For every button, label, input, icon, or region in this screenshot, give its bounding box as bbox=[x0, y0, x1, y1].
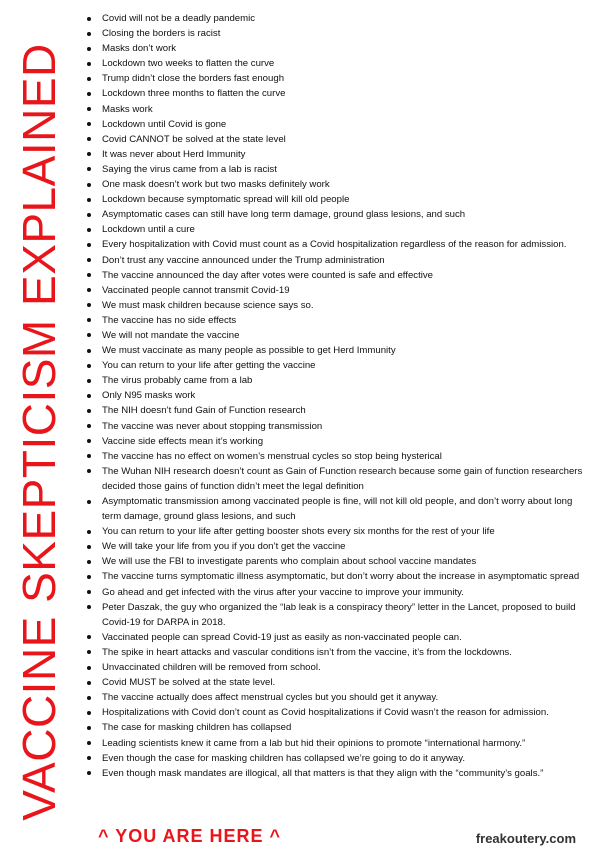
bullet-icon bbox=[87, 394, 91, 398]
bullet-icon bbox=[87, 711, 91, 715]
list-item bbox=[84, 524, 594, 539]
bullet-icon bbox=[87, 243, 91, 247]
list-item bbox=[84, 675, 594, 690]
list-item-text: The vaccine announced the day after votes were counted is safe and effective bbox=[102, 269, 434, 281]
list-item-text: We must vaccinate as many people as possible to get Herd Immunity bbox=[102, 345, 396, 357]
bullet-icon bbox=[87, 756, 91, 760]
bullet-icon bbox=[87, 183, 91, 187]
list-item bbox=[84, 494, 594, 524]
bullet-icon bbox=[87, 288, 91, 292]
list-item bbox=[84, 11, 594, 26]
list-item-text: Lockdown because symptomatic spread will kill old people bbox=[102, 194, 350, 206]
list-item bbox=[84, 645, 594, 660]
bullet-icon bbox=[87, 152, 91, 156]
list-item-text: Go ahead and get infected with the virus after your vaccine to improve your immunity. bbox=[102, 586, 464, 598]
bullet-icon bbox=[87, 122, 91, 126]
list-item bbox=[84, 720, 594, 735]
bullet-icon bbox=[87, 77, 91, 81]
list-item-text: Even though mask mandates are illogical, all that matters is that they align with the “community’s goals.” bbox=[102, 767, 544, 779]
list-item bbox=[84, 283, 594, 298]
bullet-icon bbox=[87, 167, 91, 171]
list-item-text: The spike in heart attacks and vascular conditions isn’t from the vaccine, it’s from the lockdowns. bbox=[102, 646, 512, 658]
list-item bbox=[84, 71, 594, 86]
list-item bbox=[84, 177, 594, 192]
list-item-text: Leading scientists knew it came from a lab but hid their opinions to promote “international harmony.” bbox=[102, 737, 526, 749]
list-item bbox=[84, 630, 594, 645]
list-item bbox=[84, 539, 594, 554]
list-item bbox=[84, 268, 594, 283]
list-item bbox=[84, 162, 594, 177]
list-item bbox=[84, 736, 594, 751]
bullet-icon bbox=[87, 590, 91, 594]
bullet-icon bbox=[87, 605, 91, 609]
list-item bbox=[84, 41, 594, 56]
bullet-icon bbox=[87, 530, 91, 534]
list-item bbox=[84, 554, 594, 569]
bullet-icon bbox=[87, 198, 91, 202]
bullet-icon bbox=[87, 635, 91, 639]
list-item-text: You can return to your life after getting the vaccine bbox=[102, 360, 316, 372]
list-item bbox=[84, 237, 594, 252]
bullet-icon bbox=[87, 696, 91, 700]
bullet-icon bbox=[87, 575, 91, 579]
bullet-icon bbox=[87, 17, 91, 21]
bullet-icon bbox=[87, 545, 91, 549]
list-item-text: We will take your life from you if you don’t get the vaccine bbox=[102, 541, 346, 553]
bullet-icon bbox=[87, 409, 91, 413]
list-item-text: Saying the virus came from a lab is racist bbox=[102, 163, 277, 175]
side-title-text: VACCINE SKEPTICISM EXPLAINED bbox=[13, 43, 65, 821]
bullet-icon bbox=[87, 424, 91, 428]
list-item-text: Masks don’t work bbox=[102, 43, 177, 55]
list-item-text: The virus probably came from a lab bbox=[102, 375, 253, 387]
list-item-text: The vaccine has no side effects bbox=[102, 314, 237, 326]
list-item-text: The vaccine actually does affect menstrual cycles but you should get it anyway. bbox=[102, 692, 439, 704]
list-item bbox=[84, 690, 594, 705]
list-item-text: Lockdown three months to flatten the curve bbox=[102, 88, 286, 100]
list-item-text: Every hospitalization with Covid must count as a Covid hospitalization regardless of the reason for admission. bbox=[102, 239, 567, 251]
bullet-icon bbox=[87, 439, 91, 443]
list-item bbox=[84, 117, 594, 132]
list-item bbox=[84, 147, 594, 162]
list-item bbox=[84, 751, 594, 766]
list-item-text: Vaccinated people can spread Covid-19 just as easily as non-vaccinated people can. bbox=[102, 631, 462, 643]
list-item-text: The Wuhan NIH research doesn’t count as Gain of Function research because some gain of function researchers decided those gains of function didn’t meet the legal definition bbox=[102, 465, 583, 492]
you-are-here-label: ^ YOU ARE HERE ^ bbox=[98, 826, 282, 846]
list-item-text: The NIH doesn’t fund Gain of Function research bbox=[102, 405, 306, 417]
list-item-text: Asymptomatic cases can still have long term damage, ground glass lesions, and such bbox=[102, 209, 466, 221]
list-item bbox=[84, 192, 594, 207]
list-item-text: Covid MUST be solved at the state level. bbox=[102, 677, 276, 689]
list-item-text: The case for masking children has collapsed bbox=[102, 722, 292, 734]
bullet-icon bbox=[87, 364, 91, 368]
bullet-icon bbox=[87, 771, 91, 775]
list-item-text: The vaccine turns symptomatic illness asymptomatic, but don’t worry about the increase in asymptomatic spread bbox=[102, 571, 580, 583]
list-item bbox=[84, 26, 594, 41]
list-item-text: Only N95 masks work bbox=[102, 390, 196, 402]
bullet-icon bbox=[87, 213, 91, 217]
list-item-text: One mask doesn’t work but two masks definitely work bbox=[102, 179, 330, 191]
list-item bbox=[84, 419, 594, 434]
claims-list bbox=[84, 11, 594, 781]
list-item bbox=[84, 358, 594, 373]
bullet-icon bbox=[87, 273, 91, 277]
bullet-icon bbox=[87, 469, 91, 473]
list-item-text: We must mask children because science says so. bbox=[102, 299, 314, 311]
list-item bbox=[84, 102, 594, 117]
list-item bbox=[84, 56, 594, 71]
list-item bbox=[84, 373, 594, 388]
bullet-icon bbox=[87, 560, 91, 564]
list-item bbox=[84, 449, 594, 464]
bullet-icon bbox=[87, 258, 91, 262]
list-item-text: Unvaccinated children will be removed from school. bbox=[102, 662, 321, 674]
bullet-icon bbox=[87, 32, 91, 36]
bullet-icon bbox=[87, 454, 91, 458]
bullet-icon bbox=[87, 333, 91, 337]
bullet-icon bbox=[87, 228, 91, 232]
bullet-icon bbox=[87, 500, 91, 504]
list-item bbox=[84, 705, 594, 720]
bullet-icon bbox=[87, 318, 91, 322]
list-item-text: Lockdown until Covid is gone bbox=[102, 118, 227, 130]
list-item-text: We will not mandate the vaccine bbox=[102, 329, 240, 341]
side-title bbox=[0, 0, 78, 864]
list-item bbox=[84, 766, 594, 781]
list-item-text: You can return to your life after getting booster shots every six months for the rest of your life bbox=[102, 526, 495, 538]
bullet-icon bbox=[87, 741, 91, 745]
bullet-icon bbox=[87, 92, 91, 96]
bullet-icon bbox=[87, 650, 91, 654]
list-item bbox=[84, 313, 594, 328]
list-item bbox=[84, 585, 594, 600]
list-item-text: Covid CANNOT be solved at the state level bbox=[102, 133, 286, 145]
list-item bbox=[84, 600, 594, 630]
list-item bbox=[84, 86, 594, 101]
list-item bbox=[84, 569, 594, 584]
list-item-text: Masks work bbox=[102, 103, 153, 115]
list-item-text: Vaccinated people cannot transmit Covid-19 bbox=[102, 284, 290, 296]
bullet-icon bbox=[87, 303, 91, 307]
bullet-icon bbox=[87, 681, 91, 685]
list-item-text: Asymptomatic transmission among vaccinated people is fine, will not kill old people, and don’t worry about long term damage, ground glass lesions, and such bbox=[102, 496, 573, 523]
list-item-text: The vaccine was never about stopping transmission bbox=[102, 420, 323, 432]
site-watermark: freakoutery.com bbox=[475, 831, 576, 846]
list-item bbox=[84, 343, 594, 358]
list-item bbox=[84, 660, 594, 675]
list-item-text: Lockdown two weeks to flatten the curve bbox=[102, 58, 275, 70]
list-item bbox=[84, 298, 594, 313]
list-item-text: It was never about Herd Immunity bbox=[102, 148, 246, 160]
list-item-text: Covid will not be a deadly pandemic bbox=[102, 13, 256, 24]
list-item bbox=[84, 464, 594, 494]
list-item-text: Lockdown until a cure bbox=[102, 224, 195, 236]
list-item bbox=[84, 222, 594, 237]
bullet-icon bbox=[87, 137, 91, 141]
list-item-text: Even though the case for masking children has collapsed we’re going to do it anyway. bbox=[102, 752, 465, 764]
list-item bbox=[84, 403, 594, 418]
list-item-text: Vaccine side effects mean it’s working bbox=[102, 435, 264, 447]
bullet-icon bbox=[87, 62, 91, 66]
list-item bbox=[84, 388, 594, 403]
bullet-icon bbox=[87, 666, 91, 670]
list-item-text: We will use the FBI to investigate parents who complain about school vaccine mandates bbox=[102, 556, 477, 568]
bullet-icon bbox=[87, 349, 91, 353]
list-item bbox=[84, 434, 594, 449]
list-item bbox=[84, 207, 594, 222]
list-item-text: Don’t trust any vaccine announced under the Trump administration bbox=[102, 254, 385, 266]
list-item-text: Hospitalizations with Covid don’t count as Covid hospitalizations if Covid wasn’t the reason for admission. bbox=[102, 707, 549, 719]
bullet-icon bbox=[87, 379, 91, 383]
list-item bbox=[84, 253, 594, 268]
list-item bbox=[84, 132, 594, 147]
bullet-icon bbox=[87, 47, 91, 51]
list-item-text: Trump didn’t close the borders fast enough bbox=[102, 73, 285, 85]
bullet-icon bbox=[87, 107, 91, 111]
list-item-text: Closing the borders is racist bbox=[102, 28, 221, 40]
list-item-text: Peter Daszak, the guy who organized the “lab leak is a conspiracy theory” letter in the Lancet, proposed to build Covid-19 for DARPA in 2018. bbox=[102, 601, 576, 628]
list-item-text: The vaccine has no effect on women’s menstrual cycles so stop being hysterical bbox=[102, 450, 442, 462]
list-item bbox=[84, 328, 594, 343]
bullet-icon bbox=[87, 726, 91, 730]
